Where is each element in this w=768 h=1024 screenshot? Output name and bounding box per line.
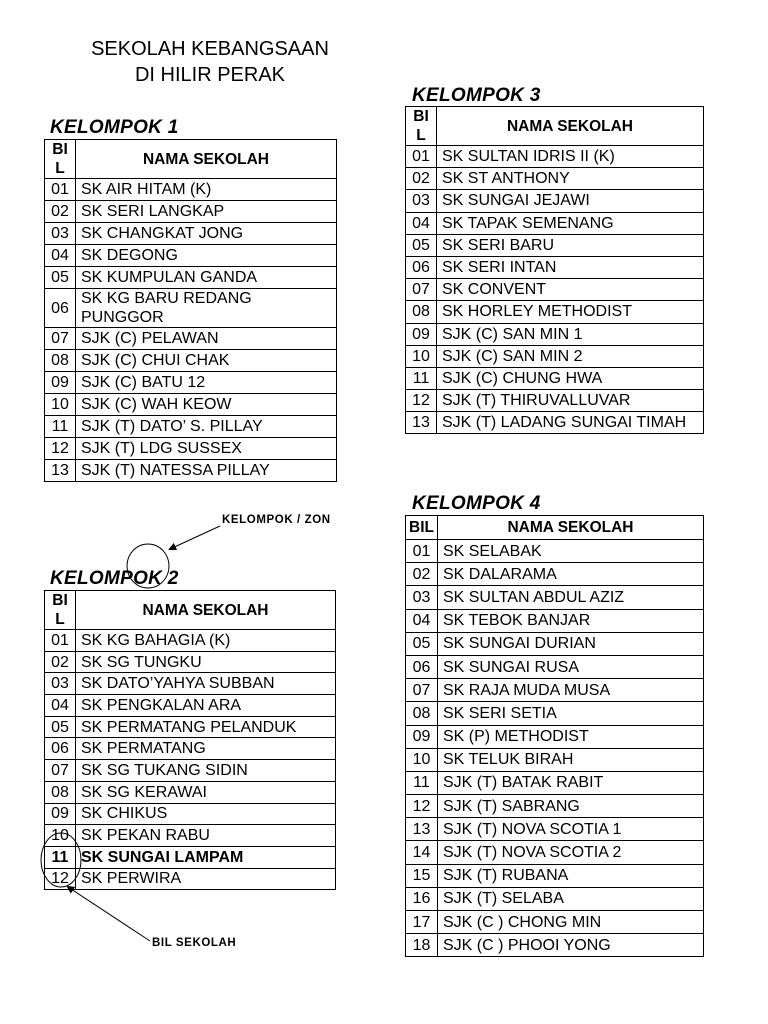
row-number: 01 xyxy=(45,179,76,201)
row-number: 06 xyxy=(45,289,76,328)
school-name: SK KG BARU REDANG PUNGGOR xyxy=(76,289,337,328)
table-row xyxy=(406,748,704,771)
school-name: SK DATO’YAHYA SUBBAN xyxy=(76,673,336,695)
row-number: 05 xyxy=(45,267,76,289)
group-title-4: KELOMPOK 4 xyxy=(412,493,541,514)
school-name: SJK (C) CHUI CHAK xyxy=(76,350,337,372)
row-number: 06 xyxy=(406,256,437,278)
row-number: 03 xyxy=(45,223,76,245)
table-row xyxy=(406,655,704,678)
row-number: 10 xyxy=(406,345,437,367)
table-row xyxy=(45,394,337,416)
school-name: SK DEGONG xyxy=(76,245,337,267)
row-number: 09 xyxy=(45,372,76,394)
row-number: 05 xyxy=(406,234,437,256)
school-name: SK SUNGAI RUSA xyxy=(437,655,703,678)
school-name: SK PENGKALAN ARA xyxy=(76,695,336,717)
row-number: 04 xyxy=(406,609,438,632)
bil-header: BI L xyxy=(45,591,76,630)
row-number: 13 xyxy=(406,818,438,841)
row-number: 12 xyxy=(406,390,437,412)
table-row xyxy=(45,372,337,394)
row-number: 08 xyxy=(45,350,76,372)
page-title xyxy=(40,36,380,88)
school-name: SJK (T) DATO’ S. PILLAY xyxy=(76,416,337,438)
school-name: SJK (T) NOVA SCOTIA 1 xyxy=(437,818,703,841)
row-number: 05 xyxy=(45,716,76,738)
table-row xyxy=(45,781,336,803)
row-number: 13 xyxy=(406,412,437,434)
school-name: SK PERWIRA xyxy=(76,868,336,890)
nama-header: NAMA SEKOLAH xyxy=(76,140,337,179)
table-row xyxy=(45,179,337,201)
row-number: 10 xyxy=(406,748,438,771)
bil-header: BIL xyxy=(406,516,438,540)
table-row xyxy=(406,679,704,702)
row-number: 08 xyxy=(406,702,438,725)
row-number: 14 xyxy=(406,841,438,864)
bil-header: BI L xyxy=(45,140,76,179)
table-row xyxy=(406,911,704,934)
table-row xyxy=(406,864,704,887)
school-name: SK TAPAK SEMENANG xyxy=(437,212,704,234)
row-number: 07 xyxy=(406,679,438,702)
school-name: SK SUNGAI DURIAN xyxy=(437,632,703,655)
school-name: SK PEKAN RABU xyxy=(76,825,336,847)
table-row xyxy=(406,586,704,609)
row-number: 08 xyxy=(406,301,437,323)
school-name: SK SERI LANGKAP xyxy=(76,201,337,223)
school-name: SJK (C) PELAWAN xyxy=(76,328,337,350)
group-title-1: KELOMPOK 1 xyxy=(50,117,179,138)
table-row xyxy=(45,673,336,695)
row-number: 07 xyxy=(45,760,76,782)
table-row xyxy=(45,630,336,652)
school-name: SK TEBOK BANJAR xyxy=(437,609,703,632)
row-number: 04 xyxy=(45,245,76,267)
nama-header: NAMA SEKOLAH xyxy=(437,107,704,146)
row-number: 11 xyxy=(406,771,438,794)
row-number: 07 xyxy=(406,279,437,301)
table-row xyxy=(406,934,704,957)
school-name: SK DALARAMA xyxy=(437,563,703,586)
school-name: SJK (C ) PHOOI YONG xyxy=(437,934,703,957)
table-header-row xyxy=(45,140,337,179)
table-row xyxy=(45,738,336,760)
table-row xyxy=(406,771,704,794)
bil-arrow xyxy=(68,887,150,941)
school-name: SK CONVENT xyxy=(437,279,704,301)
row-number: 06 xyxy=(406,655,438,678)
row-number: 16 xyxy=(406,887,438,910)
school-name: SJK (T) THIRUVALLUVAR xyxy=(437,390,704,412)
table-row xyxy=(406,725,704,748)
row-number: 06 xyxy=(45,738,76,760)
school-table-2 xyxy=(44,590,336,890)
school-name: SJK (C) WAH KEOW xyxy=(76,394,337,416)
school-name: SJK (T) SABRANG xyxy=(437,795,703,818)
row-number: 01 xyxy=(406,146,437,168)
bil-header: BI L xyxy=(406,107,437,146)
table-row xyxy=(406,609,704,632)
table-row xyxy=(406,412,704,434)
row-number: 08 xyxy=(45,781,76,803)
school-name: SK SERI INTAN xyxy=(437,256,704,278)
table-row xyxy=(45,460,337,482)
school-name: SK TELUK BIRAH xyxy=(437,748,703,771)
table-row xyxy=(406,887,704,910)
row-number: 18 xyxy=(406,934,438,957)
school-name: SK HORLEY METHODIST xyxy=(437,301,704,323)
table-row xyxy=(406,212,704,234)
row-number: 01 xyxy=(406,540,438,563)
table-row xyxy=(45,416,337,438)
table-row xyxy=(406,795,704,818)
table-row xyxy=(45,350,337,372)
table-row xyxy=(45,201,337,223)
table-row xyxy=(406,323,704,345)
school-name: SK AIR HITAM (K) xyxy=(76,179,337,201)
row-number: 02 xyxy=(45,201,76,223)
table-row xyxy=(406,146,704,168)
nama-header: NAMA SEKOLAH xyxy=(437,516,703,540)
row-number: 02 xyxy=(406,563,438,586)
table-row xyxy=(45,716,336,738)
school-name: SJK (T) LDG SUSSEX xyxy=(76,438,337,460)
school-name: SK CHIKUS xyxy=(76,803,336,825)
table-row xyxy=(45,328,337,350)
row-number: 12 xyxy=(45,438,76,460)
school-table-4 xyxy=(405,515,704,957)
table-row xyxy=(406,702,704,725)
table-row xyxy=(406,190,704,212)
school-name: SK PERMATANG PELANDUK xyxy=(76,716,336,738)
nama-header: NAMA SEKOLAH xyxy=(76,591,336,630)
school-name: SK SG KERAWAI xyxy=(76,781,336,803)
row-number: 04 xyxy=(45,695,76,717)
school-name: SJK (T) BATAK RABIT xyxy=(437,771,703,794)
group-title-2: KELOMPOK 2 xyxy=(50,568,179,589)
row-number: 04 xyxy=(406,212,437,234)
table-row xyxy=(406,234,704,256)
table-header-row xyxy=(406,516,704,540)
bil-annotation-label: BIL SEKOLAH xyxy=(152,937,237,949)
row-number: 15 xyxy=(406,864,438,887)
table-row xyxy=(406,279,704,301)
school-name: SK ST ANTHONY xyxy=(437,168,704,190)
table-row xyxy=(406,632,704,655)
table-row xyxy=(45,651,336,673)
table-row xyxy=(406,256,704,278)
row-number: 11 xyxy=(45,416,76,438)
table-row xyxy=(45,289,337,328)
zone-arrow xyxy=(170,526,220,549)
row-number: 09 xyxy=(45,803,76,825)
school-name: SK KUMPULAN GANDA xyxy=(76,267,337,289)
school-name: SK (P) METHODIST xyxy=(437,725,703,748)
school-table-1 xyxy=(44,139,337,482)
school-name: SK KG BAHAGIA (K) xyxy=(76,630,336,652)
group-title-3: KELOMPOK 3 xyxy=(412,85,541,106)
row-number: 03 xyxy=(406,586,438,609)
school-table-3 xyxy=(405,106,704,434)
school-name: SK SELABAK xyxy=(437,540,703,563)
row-number: 03 xyxy=(406,190,437,212)
school-name: SK RAJA MUDA MUSA xyxy=(437,679,703,702)
table-row xyxy=(45,868,336,890)
page-title-line2: DI HILIR PERAK xyxy=(134,64,286,86)
school-name: SK PERMATANG xyxy=(76,738,336,760)
school-name: SJK (C) BATU 12 xyxy=(76,372,337,394)
table-row xyxy=(406,367,704,389)
school-name: SK SERI SETIA xyxy=(437,702,703,725)
table-row xyxy=(45,223,337,245)
table-row xyxy=(406,540,704,563)
row-number: 05 xyxy=(406,632,438,655)
school-name: SK SUNGAI JEJAWI xyxy=(437,190,704,212)
table-row xyxy=(45,438,337,460)
table-row xyxy=(406,168,704,190)
school-name: SJK (C) SAN MIN 2 xyxy=(437,345,704,367)
school-name: SK SUNGAI LAMPAM xyxy=(76,846,336,868)
table-row xyxy=(45,825,336,847)
row-number: 11 xyxy=(406,367,437,389)
school-name: SK SULTAN ABDUL AZIZ xyxy=(437,586,703,609)
table-row xyxy=(45,245,337,267)
table-row xyxy=(45,760,336,782)
row-number: 01 xyxy=(45,630,76,652)
row-number: 10 xyxy=(45,825,76,847)
school-name: SJK (T) LADANG SUNGAI TIMAH xyxy=(437,412,704,434)
table-row xyxy=(406,841,704,864)
table-row xyxy=(406,390,704,412)
table-row xyxy=(406,563,704,586)
table-row xyxy=(45,803,336,825)
row-number: 17 xyxy=(406,911,438,934)
row-number: 02 xyxy=(45,651,76,673)
page-title-line1: SEKOLAH KEBANGSAAN xyxy=(91,38,329,60)
school-name: SJK (T) NOVA SCOTIA 2 xyxy=(437,841,703,864)
school-name: SK SG TUKANG SIDIN xyxy=(76,760,336,782)
row-number: 10 xyxy=(45,394,76,416)
table-row xyxy=(45,695,336,717)
row-number: 07 xyxy=(45,328,76,350)
table-header-row xyxy=(406,107,704,146)
table-row xyxy=(406,345,704,367)
row-number: 03 xyxy=(45,673,76,695)
zone-annotation-label: KELOMPOK / ZON xyxy=(222,514,331,526)
row-number: 12 xyxy=(45,868,76,890)
table-row xyxy=(45,846,336,868)
row-number: 09 xyxy=(406,725,438,748)
row-number: 12 xyxy=(406,795,438,818)
school-name: SJK (T) SELABA xyxy=(437,887,703,910)
school-name: SK SG TUNGKU xyxy=(76,651,336,673)
row-number: 02 xyxy=(406,168,437,190)
school-name: SJK (T) NATESSA PILLAY xyxy=(76,460,337,482)
school-name: SJK (T) RUBANA xyxy=(437,864,703,887)
table-row xyxy=(406,301,704,323)
school-name: SJK (C) SAN MIN 1 xyxy=(437,323,704,345)
school-name: SJK (C) CHUNG HWA xyxy=(437,367,704,389)
school-name: SJK (C ) CHONG MIN xyxy=(437,911,703,934)
table-row xyxy=(45,267,337,289)
school-name: SK CHANGKAT JONG xyxy=(76,223,337,245)
row-number: 11 xyxy=(45,846,76,868)
school-name: SK SULTAN IDRIS II (K) xyxy=(437,146,704,168)
table-header-row xyxy=(45,591,336,630)
row-number: 13 xyxy=(45,460,76,482)
school-name: SK SERI BARU xyxy=(437,234,704,256)
row-number: 09 xyxy=(406,323,437,345)
table-row xyxy=(406,818,704,841)
